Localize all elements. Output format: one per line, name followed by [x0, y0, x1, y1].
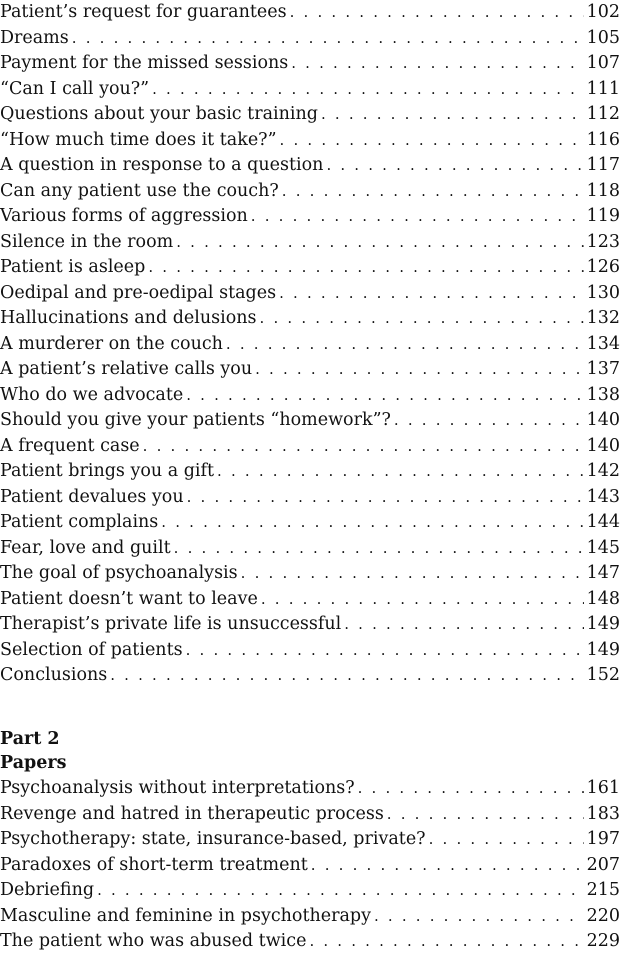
toc-entry [0, 663, 620, 689]
entry-title: Payment for the missed sessions [0, 53, 289, 73]
page-number: 142 [586, 461, 620, 481]
toc-entry [0, 357, 620, 383]
dot-leader [217, 459, 584, 485]
dot-leader [344, 612, 583, 638]
dot-leader [326, 153, 583, 179]
entry-title: “How much time does it take?” [0, 129, 277, 150]
toc-entry [0, 561, 620, 587]
page-number: 215 [586, 880, 620, 900]
toc-entry [0, 51, 620, 77]
page-number: 126 [586, 257, 620, 277]
dot-leader [280, 128, 584, 154]
entry-title: Patient complains [0, 512, 159, 532]
entry-title: Who do we advocate [0, 384, 184, 405]
toc-entry [0, 485, 620, 511]
toc-entry [0, 612, 620, 638]
dot-leader [174, 536, 584, 562]
page-number: 140 [586, 410, 620, 430]
page-number: 161 [586, 778, 620, 798]
dot-leader [394, 408, 584, 434]
page-number: 137 [586, 359, 620, 379]
dot-leader [279, 281, 584, 307]
page-number: 116 [586, 129, 620, 150]
dot-leader [152, 77, 584, 103]
entry-title: Psychoanalysis without interpretations? [0, 778, 355, 798]
page-number: 147 [586, 563, 620, 583]
toc-entry [0, 332, 620, 358]
dot-leader [110, 663, 583, 689]
entry-title: Patient devalues you [0, 486, 184, 507]
toc-entry [0, 102, 620, 128]
dot-leader [97, 878, 584, 904]
page-number: 107 [586, 53, 620, 73]
entry-title: Conclusions [0, 665, 108, 685]
dot-leader [186, 383, 583, 409]
dot-leader [241, 561, 584, 587]
page-number: 149 [586, 639, 620, 660]
page-number: 152 [586, 665, 620, 685]
page-number: 102 [586, 2, 620, 22]
toc-entry [0, 306, 620, 332]
toc-entry [0, 776, 620, 802]
entry-title: Patient brings you a gift [0, 461, 215, 481]
toc-entry [0, 638, 620, 664]
dot-leader [186, 638, 584, 664]
dot-leader [72, 26, 584, 52]
page-number: 130 [586, 282, 620, 303]
entry-title: Masculine and feminine in psychotherapy [0, 905, 371, 926]
page-number: 149 [586, 614, 620, 634]
dot-leader [282, 179, 584, 205]
toc-entry [0, 510, 620, 536]
entry-title: Hallucinations and delusions [0, 308, 257, 328]
toc-entry [0, 802, 620, 828]
toc-entry [0, 878, 620, 904]
dot-leader [311, 853, 584, 879]
dot-leader [291, 51, 583, 77]
toc-entry [0, 434, 620, 460]
dot-leader [358, 776, 584, 802]
entry-title: Dreams [0, 27, 69, 48]
entry-title: The goal of psychoanalysis [0, 563, 238, 583]
entry-title: Silence in the room [0, 231, 174, 252]
dot-leader [260, 306, 584, 332]
toc-entry [0, 153, 620, 179]
page-number: 123 [586, 231, 620, 252]
entry-title: Patient doesn’t want to leave [0, 588, 258, 609]
page-number: 119 [586, 206, 620, 226]
dot-leader [176, 230, 583, 256]
entry-title: Fear, love and guilt [0, 537, 171, 558]
entry-title: A patient’s relative calls you [0, 359, 253, 379]
dot-leader [251, 204, 584, 230]
toc-entry [0, 459, 620, 485]
entry-title: Therapist’s private life is unsuccessful [0, 614, 342, 634]
entry-title: Selection of patients [0, 639, 183, 660]
dot-leader [429, 827, 584, 853]
page-number: 117 [586, 155, 620, 175]
toc-entry [0, 904, 620, 930]
dot-leader [290, 0, 584, 26]
entry-title: A question in response to a question [0, 155, 324, 175]
entry-title: “Can I call you?” [0, 78, 150, 99]
toc-entry [0, 204, 620, 230]
page-number: 140 [586, 435, 620, 456]
page-number: 118 [586, 180, 620, 201]
dot-leader [187, 485, 584, 511]
page-number: 105 [586, 27, 620, 48]
toc-entry [0, 408, 620, 434]
part-label: Part 2 [0, 729, 60, 749]
toc-entry [0, 77, 620, 103]
dot-leader [374, 904, 584, 930]
dot-leader [226, 332, 584, 358]
page-number: 143 [586, 486, 620, 507]
page-number: 111 [586, 78, 620, 99]
page-number: 148 [586, 588, 620, 609]
dot-leader [161, 510, 583, 536]
dot-leader [261, 587, 584, 613]
toc-entry [0, 179, 620, 205]
dot-leader [255, 357, 584, 383]
page-number: 183 [586, 803, 620, 824]
toc-entry [0, 827, 620, 853]
toc-entry [0, 26, 620, 52]
toc-entry [0, 255, 620, 281]
dot-leader [148, 255, 583, 281]
entry-title: Patient is asleep [0, 257, 146, 277]
page-number: 229 [586, 931, 620, 951]
toc-entry [0, 128, 620, 154]
entry-title: Debriefing [0, 880, 95, 900]
toc-entry [0, 383, 620, 409]
part-title: Papers [0, 753, 67, 773]
toc-entry [0, 0, 620, 26]
dot-leader [321, 102, 584, 128]
toc-entry [0, 853, 620, 879]
toc-entry [0, 587, 620, 613]
page-number: 132 [586, 308, 620, 328]
entry-title: Can any patient use the couch? [0, 180, 279, 201]
page-number: 112 [586, 104, 620, 124]
page-number: 134 [586, 333, 620, 354]
entry-title: Patient’s request for guarantees [0, 2, 287, 22]
page-number: 207 [586, 854, 620, 875]
entry-title: Revenge and hatred in therapeutic process [0, 803, 384, 824]
entry-title: The patient who was abused twice [0, 931, 307, 951]
entry-title: Questions about your basic training [0, 104, 318, 124]
dot-leader [143, 434, 584, 460]
page-number: 138 [586, 384, 620, 405]
dot-leader [387, 802, 584, 828]
entry-title: A frequent case [0, 435, 140, 456]
toc-entry [0, 230, 620, 256]
toc-entry [0, 536, 620, 562]
dot-leader [309, 929, 583, 955]
entry-title: A murderer on the couch [0, 333, 223, 354]
page-number: 145 [586, 537, 620, 558]
entry-title: Paradoxes of short-term treatment [0, 854, 308, 875]
entry-title: Oedipal and pre-oedipal stages [0, 282, 277, 303]
page-number: 197 [586, 829, 620, 849]
entry-title: Psychotherapy: state, insurance-based, private? [0, 829, 426, 849]
toc-entry [0, 281, 620, 307]
toc-list-part2 [0, 776, 620, 955]
entry-title: Should you give your patients “homework”? [0, 410, 391, 430]
toc-entry [0, 929, 620, 955]
page-number: 144 [586, 512, 620, 532]
page-number: 220 [586, 905, 620, 926]
entry-title: Various forms of aggression [0, 206, 248, 226]
